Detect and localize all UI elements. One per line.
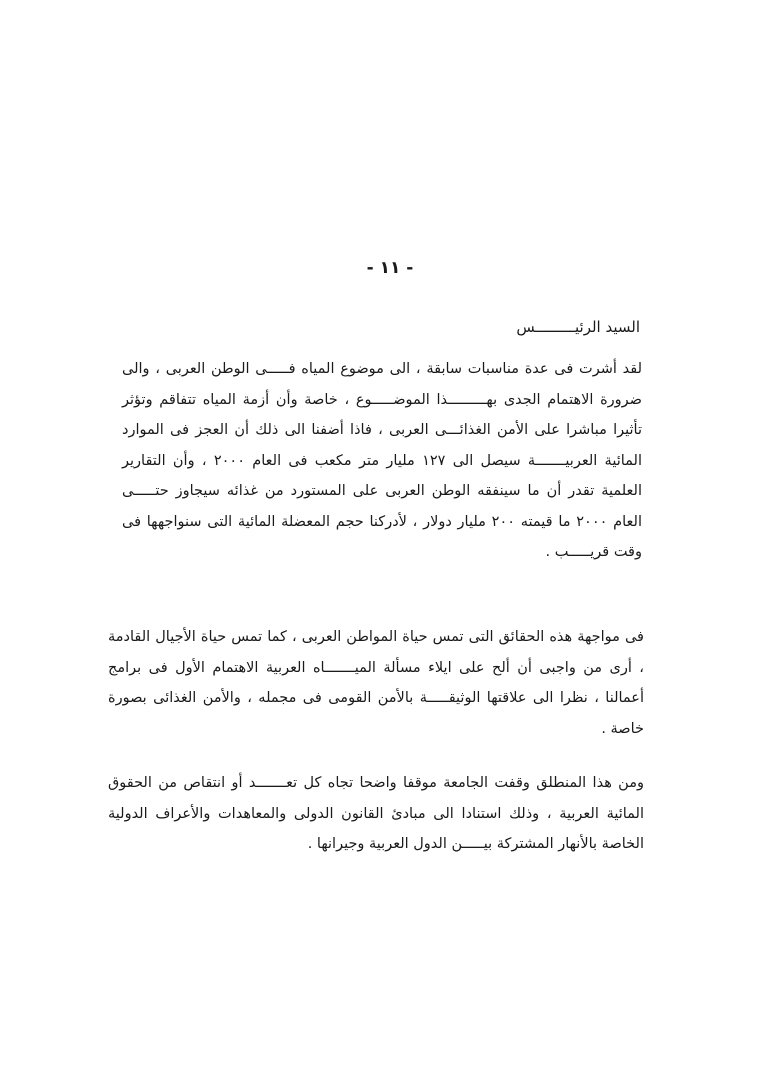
paragraph-1: لقد أشرت فى عدة مناسبات سابقة ، الى موضوع المياه فـــــى الوطن العربى ، والى ضرورة الاهتمام الجدى بهـــــــــذا الموضـــــوع ، خاصة وأن أزمة المياه تتفاقم وتؤثر تأثيرا مباشرا على الأمن الغذائـــى العربى ، فاذا أضفنا الى ذلك أن العجز فى الموارد المائية العربيـــــــة سيصل الى ١٢٧ مليار متر مكعب فى العام ٢٠٠٠ ، وأن التقارير العلمية تقدر أن ما سينفقه الوطن العربى على المستورد من غذائه سيجاوز حتـــــى العام ٢٠٠٠ ما قيمته ٢٠٠ مليار دولار ، لأدركنا حجم المعضلة المائية التى سنواجهها فى وقت قريـــــب . [122, 361, 642, 560]
page-number: - ١١ - [366, 258, 414, 278]
salutation: السيد الرئيـــــــــس [516, 318, 640, 336]
paragraph-2: فى مواجهة هذه الحقائق التى تمس حياة المواطن العربى ، كما تمس حياة الأجيال القادمة ، أرى من واجبى أن ألح على ايلاء مسألة الميـــــــاه العربية الاهتمام الأول فى برامج أعمالنا ، نظرا الى علاقتها الوثيقـــــة بالأمن القومى فى مجمله ، والأمن الغذائى بصورة خاصة . [108, 629, 644, 737]
paragraph-3: ومن هذا المنطلق وقفت الجامعة موقفا واضحا تجاه كل تعـــــــد أو انتقاص من الحقوق المائية العربية ، وذلك استنادا الى مبادئ القانون الدولى والمعاهدات والأعراف الدولية الخاصة بالأنهار المشتركة بيـــــن الدول العربية وجيرانها . [108, 775, 644, 852]
